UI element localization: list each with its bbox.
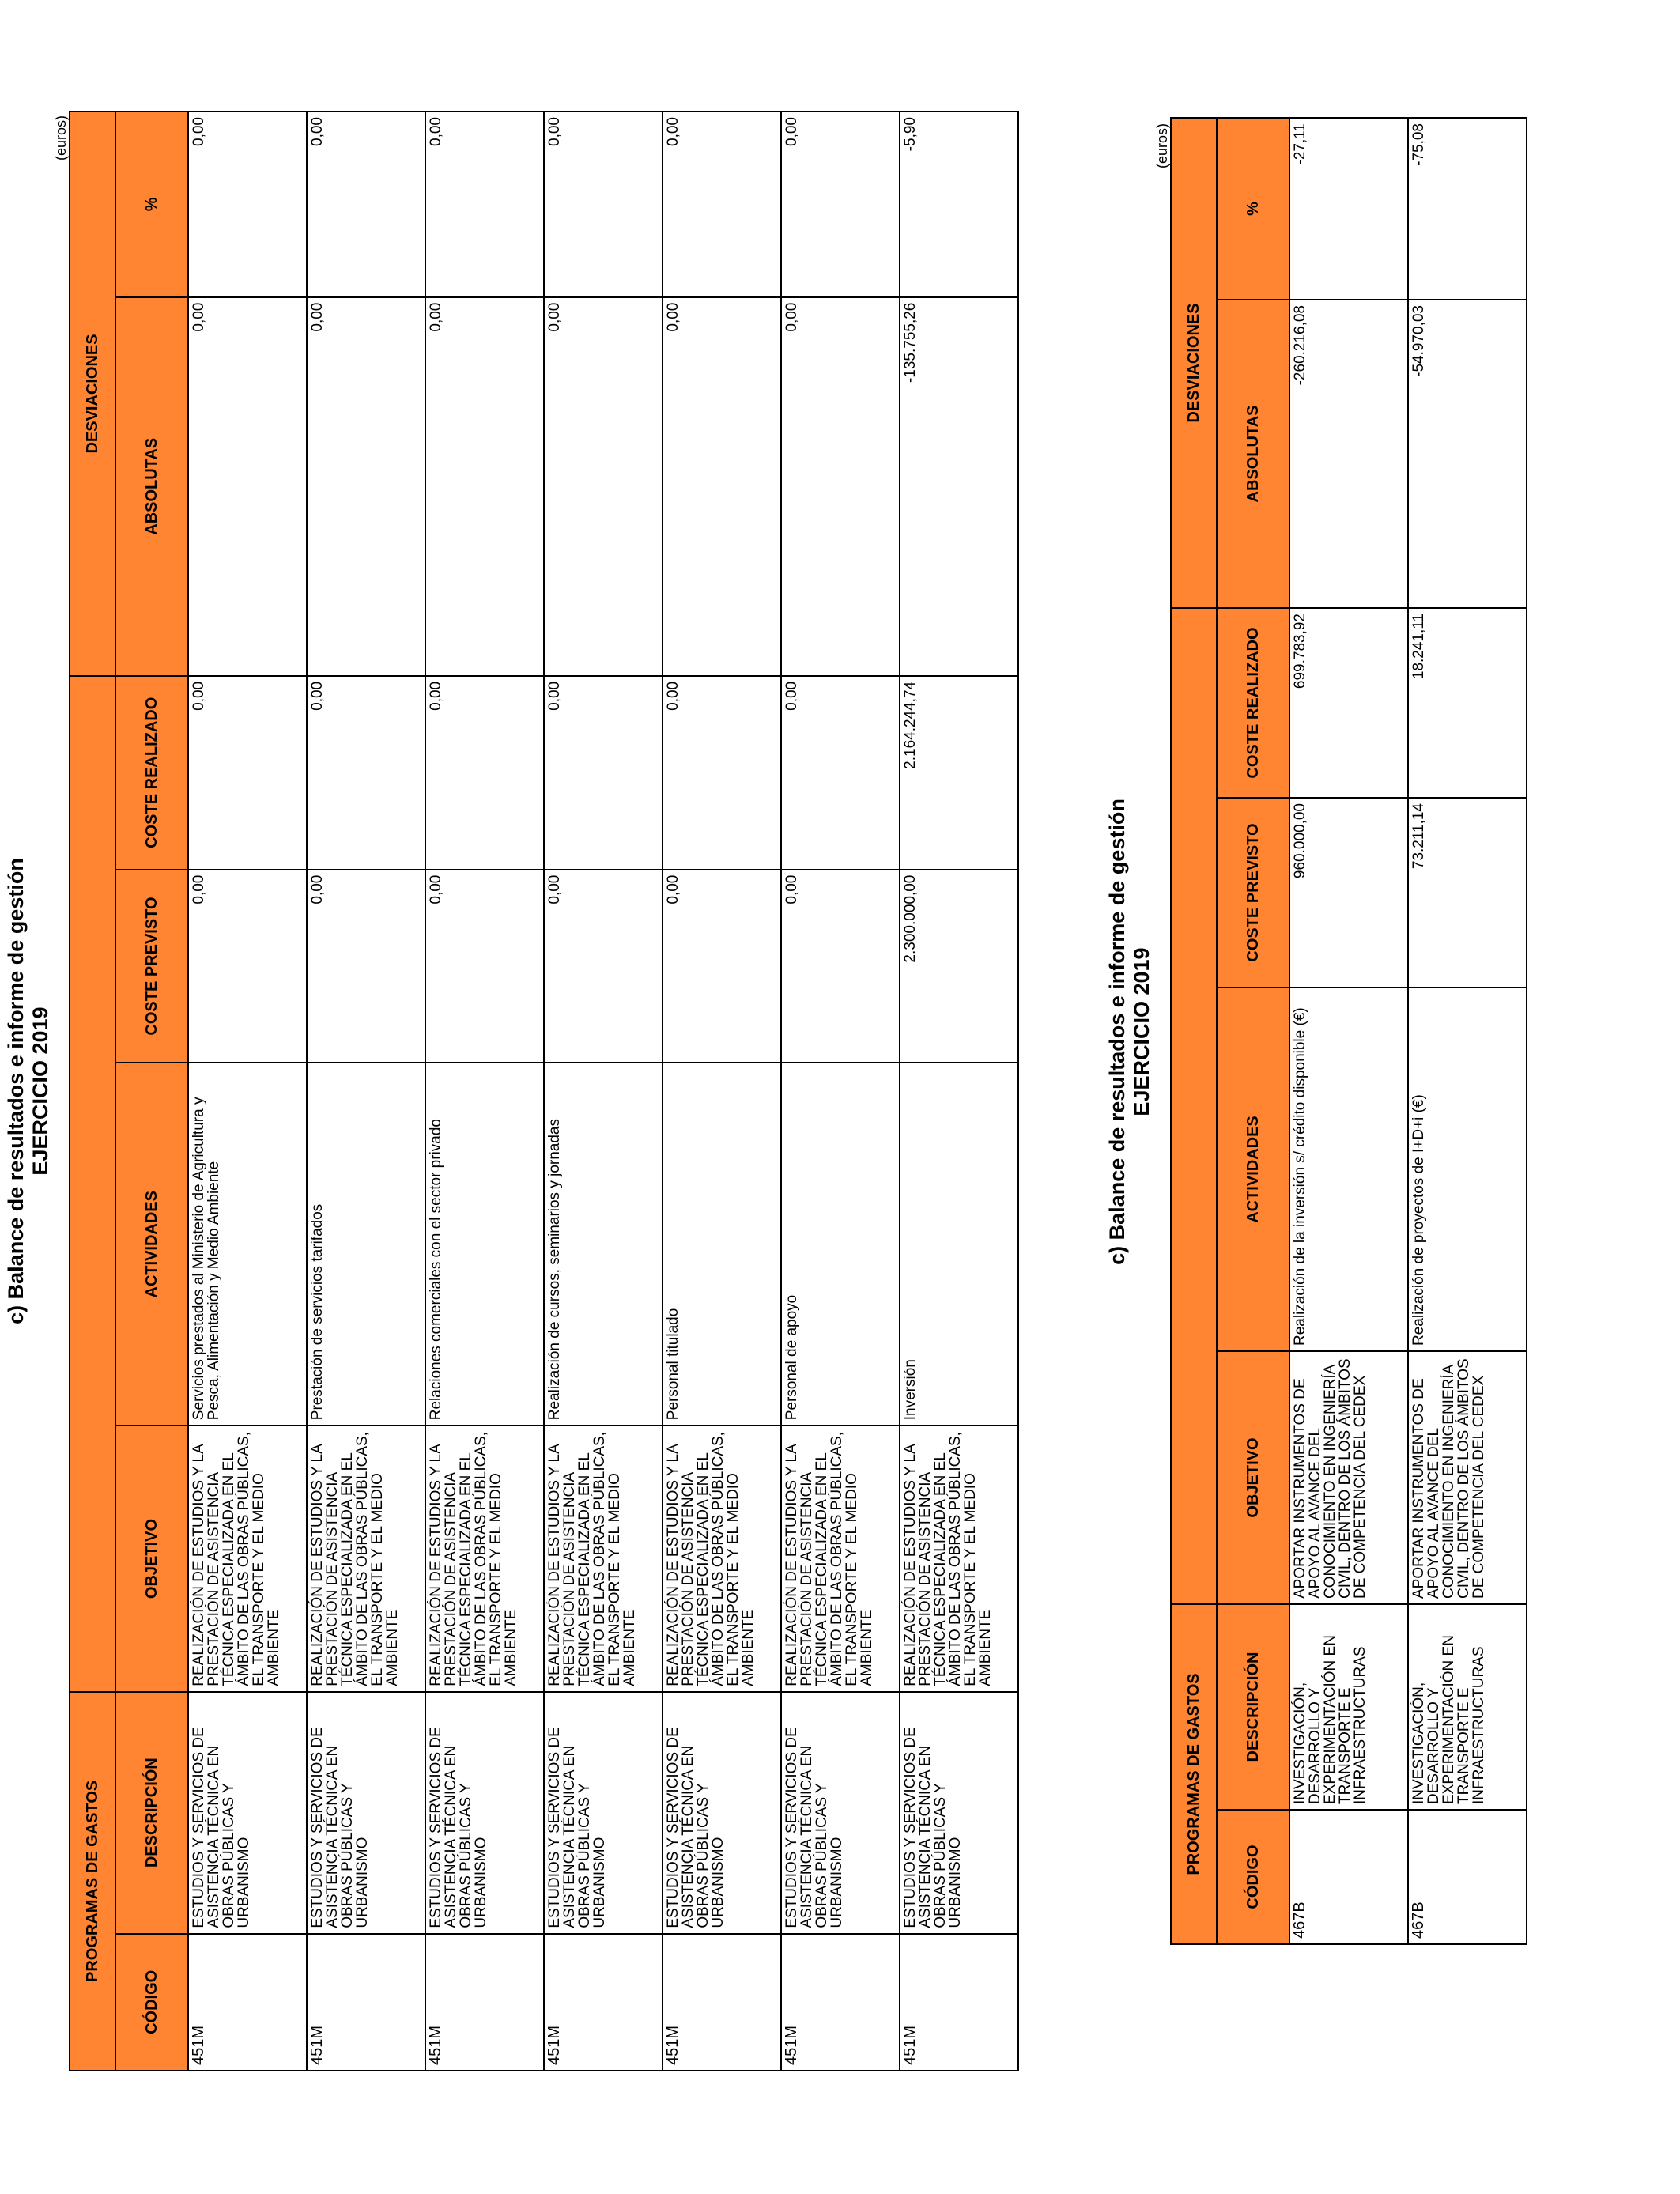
col-codigo: CÓDIGO xyxy=(115,1934,188,2071)
cell-objetivo: REALIZACIÓN DE ESTUDIOS Y LA PRESTACIÓN DE ASISTENCIA TÉCNICA ESPECIALIZADA EN EL ÁMBITO DE LAS OBRAS PÚBLICAS, EL TRANSPORTE Y EL MEDIO AMBIENTE xyxy=(781,1426,900,1692)
report-heading-1 xyxy=(4,111,53,2071)
col-actividades: ACTIVIDADES xyxy=(1217,987,1289,1351)
cell-objetivo: REALIZACIÓN DE ESTUDIOS Y LA PRESTACIÓN DE ASISTENCIA TÉCNICA ESPECIALIZADA EN EL ÁMBITO DE LAS OBRAS PÚBLICAS, EL TRANSPORTE Y EL MEDIO AMBIENTE xyxy=(544,1426,663,1692)
cell-coste-previsto: 0,00 xyxy=(307,870,425,1063)
cell-actividades: Realización de proyectos de I+D+i (€) xyxy=(1408,987,1527,1351)
cell-absolutas: -54.970,03 xyxy=(1408,300,1527,608)
cell-porcentaje: -27,11 xyxy=(1289,118,1408,300)
cell-descripcion: ESTUDIOS Y SERVICIOS DE ASISTENCIA TÉCNICA EN OBRAS PÚBLICAS Y URBANISMO xyxy=(307,1692,425,1934)
units-label: (euros) xyxy=(1154,123,1170,169)
cell-coste-previsto: 0,00 xyxy=(781,870,900,1063)
cell-descripcion: INVESTIGACIÓN, DESARROLLO Y EXPERIMENTACIÓN EN TRANSPORTE E INFRAESTRUCTURAS xyxy=(1289,1604,1408,1810)
cell-absolutas: 0,00 xyxy=(188,297,307,676)
cell-descripcion: ESTUDIOS Y SERVICIOS DE ASISTENCIA TÉCNICA EN OBRAS PÚBLICAS Y URBANISMO xyxy=(544,1692,663,1934)
cell-coste-realizado: 0,00 xyxy=(188,676,307,870)
cell-actividades: Personal titulado xyxy=(663,1063,781,1426)
table-row xyxy=(425,111,544,2071)
programas-group-header: PROGRAMAS DE GASTOS xyxy=(1171,1604,1217,1944)
col-coste-previsto: COSTE PREVISTO xyxy=(115,870,188,1063)
cell-coste-previsto: 73.211,14 xyxy=(1408,798,1527,987)
cell-absolutas: 0,00 xyxy=(307,297,425,676)
cell-porcentaje: 0,00 xyxy=(307,111,425,297)
cell-porcentaje: 0,00 xyxy=(781,111,900,297)
cell-coste-realizado: 699.783,92 xyxy=(1289,608,1408,798)
table-row xyxy=(781,111,900,2071)
cell-coste-previsto: 2.300.000,00 xyxy=(900,870,1018,1063)
cell-coste-realizado: 0,00 xyxy=(781,676,900,870)
cell-objetivo: REALIZACIÓN DE ESTUDIOS Y LA PRESTACIÓN DE ASISTENCIA TÉCNICA ESPECIALIZADA EN EL ÁMBITO DE LAS OBRAS PÚBLICAS, EL TRANSPORTE Y EL MEDIO AMBIENTE xyxy=(425,1426,544,1692)
programas-group-header: PROGRAMAS DE GASTOS xyxy=(70,1692,115,2071)
table-row xyxy=(544,111,663,2071)
cell-coste-realizado: 0,00 xyxy=(663,676,781,870)
table-row xyxy=(900,111,1018,2071)
cell-actividades: Servicios prestados al Ministerio de Agricultura y Pesca, Alimentación y Medio Ambiente xyxy=(188,1063,307,1426)
cell-porcentaje: 0,00 xyxy=(425,111,544,297)
results-table-2 xyxy=(1170,117,1527,1945)
table-row xyxy=(188,111,307,2071)
cell-absolutas: -260.216,08 xyxy=(1289,300,1408,608)
cell-descripcion: ESTUDIOS Y SERVICIOS DE ASISTENCIA TÉCNICA EN OBRAS PÚBLICAS Y URBANISMO xyxy=(900,1692,1018,1934)
cell-porcentaje: 0,00 xyxy=(188,111,307,297)
col-descripcion: DESCRIPCIÓN xyxy=(115,1692,188,1934)
cell-descripcion: ESTUDIOS Y SERVICIOS DE ASISTENCIA TÉCNICA EN OBRAS PÚBLICAS Y URBANISMO xyxy=(663,1692,781,1934)
cell-coste-realizado: 18.241,11 xyxy=(1408,608,1527,798)
cell-descripcion: ESTUDIOS Y SERVICIOS DE ASISTENCIA TÉCNICA EN OBRAS PÚBLICAS Y URBANISMO xyxy=(188,1692,307,1934)
col-porcentaje: % xyxy=(115,111,188,297)
cell-porcentaje: -5,90 xyxy=(900,111,1018,297)
cell-descripcion: ESTUDIOS Y SERVICIOS DE ASISTENCIA TÉCNICA EN OBRAS PÚBLICAS Y URBANISMO xyxy=(781,1692,900,1934)
cell-absolutas: -135.755,26 xyxy=(900,297,1018,676)
desviaciones-group-header: DESVIACIONES xyxy=(1171,118,1217,608)
cell-coste-realizado: 0,00 xyxy=(544,676,663,870)
cell-coste-previsto: 960.000,00 xyxy=(1289,798,1408,987)
col-descripcion: DESCRIPCIÓN xyxy=(1217,1604,1289,1810)
cell-actividades: Personal de apoyo xyxy=(781,1063,900,1426)
cell-actividades: Inversión xyxy=(900,1063,1018,1426)
col-absolutas: ABSOLUTAS xyxy=(1217,300,1289,608)
cell-codigo: 451M xyxy=(663,1934,781,2071)
cell-coste-previsto: 0,00 xyxy=(544,870,663,1063)
table-row xyxy=(663,111,781,2071)
report-heading-2 xyxy=(1105,119,1154,1945)
cell-actividades: Realización de cursos, seminarios y jornadas xyxy=(544,1063,663,1426)
cell-coste-previsto: 0,00 xyxy=(425,870,544,1063)
cell-coste-previsto: 0,00 xyxy=(188,870,307,1063)
table-row xyxy=(1289,118,1408,1944)
cell-codigo: 451M xyxy=(307,1934,425,2071)
col-absolutas: ABSOLUTAS xyxy=(115,297,188,676)
cell-objetivo: REALIZACIÓN DE ESTUDIOS Y LA PRESTACIÓN DE ASISTENCIA TÉCNICA ESPECIALIZADA EN EL ÁMBITO DE LAS OBRAS PÚBLICAS, EL TRANSPORTE Y EL MEDIO AMBIENTE xyxy=(900,1426,1018,1692)
cell-objetivo: APORTAR INSTRUMENTOS DE APOYO AL AVANCE DEL CONOCIMIENTO EN INGENIERÍA CIVIL, DENTRO DE LOS ÁMBITOS DE COMPETENCIA DEL CEDEX xyxy=(1289,1351,1408,1604)
cell-absolutas: 0,00 xyxy=(425,297,544,676)
cell-actividades: Relaciones comerciales con el sector privado xyxy=(425,1063,544,1426)
cell-codigo: 467B xyxy=(1289,1810,1408,1944)
cell-coste-realizado: 0,00 xyxy=(307,676,425,870)
cell-descripcion: ESTUDIOS Y SERVICIOS DE ASISTENCIA TÉCNICA EN OBRAS PÚBLICAS Y URBANISMO xyxy=(425,1692,544,1934)
cell-objetivo: REALIZACIÓN DE ESTUDIOS Y LA PRESTACIÓN DE ASISTENCIA TÉCNICA ESPECIALIZADA EN EL ÁMBITO DE LAS OBRAS PÚBLICAS, EL TRANSPORTE Y EL MEDIO AMBIENTE xyxy=(663,1426,781,1692)
cell-descripcion: INVESTIGACIÓN, DESARROLLO Y EXPERIMENTACIÓN EN TRANSPORTE E INFRAESTRUCTURAS xyxy=(1408,1604,1527,1810)
col-coste-previsto: COSTE PREVISTO xyxy=(1217,798,1289,987)
cell-porcentaje: -75,08 xyxy=(1408,118,1527,300)
results-table-1 xyxy=(69,111,1019,2071)
col-coste-realizado: COSTE REALIZADO xyxy=(1217,608,1289,798)
desviaciones-group-header: DESVIACIONES xyxy=(70,111,115,676)
report-subtitle: EJERCICIO 2019 xyxy=(1130,947,1153,1116)
cell-codigo: 467B xyxy=(1408,1810,1527,1944)
cell-coste-realizado: 0,00 xyxy=(425,676,544,870)
cell-objetivo: APORTAR INSTRUMENTOS DE APOYO AL AVANCE DEL CONOCIMIENTO EN INGENIERÍA CIVIL, DENTRO DE LOS ÁMBITOS DE COMPETENCIA DEL CEDEX xyxy=(1408,1351,1527,1604)
col-coste-realizado: COSTE REALIZADO xyxy=(115,676,188,870)
cell-absolutas: 0,00 xyxy=(544,297,663,676)
cell-actividades: Realización de la inversión s/ crédito disponible (€) xyxy=(1289,987,1408,1351)
cell-codigo: 451M xyxy=(781,1934,900,2071)
cell-porcentaje: 0,00 xyxy=(663,111,781,297)
cell-codigo: 451M xyxy=(188,1934,307,2071)
cell-codigo: 451M xyxy=(900,1934,1018,2071)
cell-porcentaje: 0,00 xyxy=(544,111,663,297)
col-objetivo: OBJETIVO xyxy=(1217,1351,1289,1604)
col-actividades: ACTIVIDADES xyxy=(115,1063,188,1426)
units-label: (euros) xyxy=(53,115,69,161)
table-row xyxy=(307,111,425,2071)
cell-codigo: 451M xyxy=(425,1934,544,2071)
col-objetivo: OBJETIVO xyxy=(115,1426,188,1692)
col-codigo: CÓDIGO xyxy=(1217,1810,1289,1944)
cell-objetivo: REALIZACIÓN DE ESTUDIOS Y LA PRESTACIÓN DE ASISTENCIA TÉCNICA ESPECIALIZADA EN EL ÁMBITO DE LAS OBRAS PÚBLICAS, EL TRANSPORTE Y EL MEDIO AMBIENTE xyxy=(307,1426,425,1692)
cell-actividades: Prestación de servicios tarifados xyxy=(307,1063,425,1426)
report-title: c) Balance de resultados e informe de gestión xyxy=(4,858,28,1324)
table-row xyxy=(1408,118,1527,1944)
cell-coste-realizado: 2.164.244,74 xyxy=(900,676,1018,870)
cell-objetivo: REALIZACIÓN DE ESTUDIOS Y LA PRESTACIÓN DE ASISTENCIA TÉCNICA ESPECIALIZADA EN EL ÁMBITO DE LAS OBRAS PÚBLICAS, EL TRANSPORTE Y EL MEDIO AMBIENTE xyxy=(188,1426,307,1692)
report-block-1 xyxy=(4,111,1019,2071)
cell-absolutas: 0,00 xyxy=(781,297,900,676)
report-title: c) Balance de resultados e informe de gestión xyxy=(1105,799,1129,1265)
report-block-2 xyxy=(1105,119,1527,1945)
report-subtitle: EJERCICIO 2019 xyxy=(28,1006,52,1176)
cell-absolutas: 0,00 xyxy=(663,297,781,676)
cell-coste-previsto: 0,00 xyxy=(663,870,781,1063)
cell-codigo: 451M xyxy=(544,1934,663,2071)
col-porcentaje: % xyxy=(1217,118,1289,300)
